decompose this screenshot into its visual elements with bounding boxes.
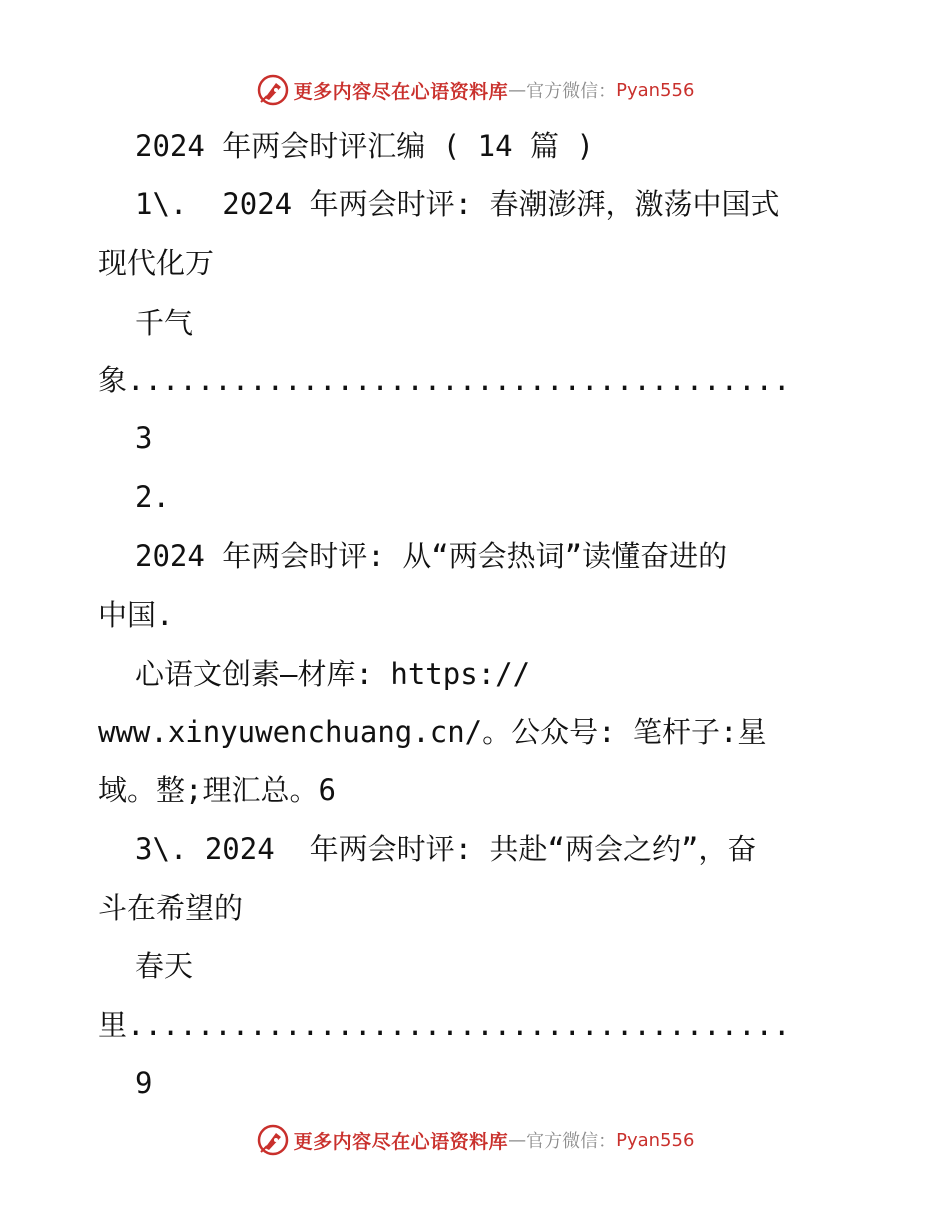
toc-entry-3: 3\. 2024 年两会时评: 共赴“两会之约”，奋 (135, 832, 757, 866)
pen-nib-logo-icon (256, 1123, 290, 1157)
watermark-wechat-id: Pyan556 (616, 1129, 695, 1151)
watermark-main-text: 更多内容尽在心语资料库 (293, 80, 509, 103)
footer-watermark-banner (0, 1120, 950, 1160)
toc-entry-1-leader: 象...................................... (98, 363, 791, 397)
toc-entry-3-cont: 春天 (135, 949, 194, 983)
pen-nib-logo-icon (256, 73, 290, 107)
document-title: 2024 年两会时评汇编 ( 14 篇 ) (135, 129, 594, 163)
watermark-sub-text: 官方微信： (526, 1131, 617, 1152)
toc-entry-1: 1\. 2024 年两会时评: 春潮澎湃，激荡中国式 (135, 187, 780, 221)
toc-entry-2-number: 2. (135, 480, 170, 514)
toc-entry-3-cont: 斗在希望的 (98, 891, 244, 925)
toc-entry-1-page: 3 (135, 421, 153, 455)
toc-entry-3-leader: 里...................................... (98, 1008, 791, 1042)
toc-entry-1-cont: 现代化万 (98, 246, 215, 280)
watermark-separator: — (508, 1129, 527, 1151)
watermark-separator: — (508, 79, 527, 101)
source-note: 心语文创素—材库: https:// (135, 657, 531, 691)
source-note-url: www.xinyuwenchuang.cn/。公众号: 笔杆子:星 (98, 715, 767, 749)
watermark-wechat-id: Pyan556 (616, 79, 695, 101)
toc-entry-2-cont: 中国. (98, 598, 174, 632)
header-watermark-banner (0, 70, 950, 110)
toc-entry-2: 2024 年两会时评: 从“两会热词”读懂奋进的 (135, 539, 728, 573)
toc-entry-3-page: 9 (135, 1066, 153, 1100)
source-note-end: 域。整;理汇总。6 (98, 773, 336, 807)
toc-entry-1-cont: 千气 (135, 306, 194, 340)
watermark-sub-text: 官方微信： (526, 81, 617, 102)
watermark-main-text: 更多内容尽在心语资料库 (293, 1130, 509, 1153)
